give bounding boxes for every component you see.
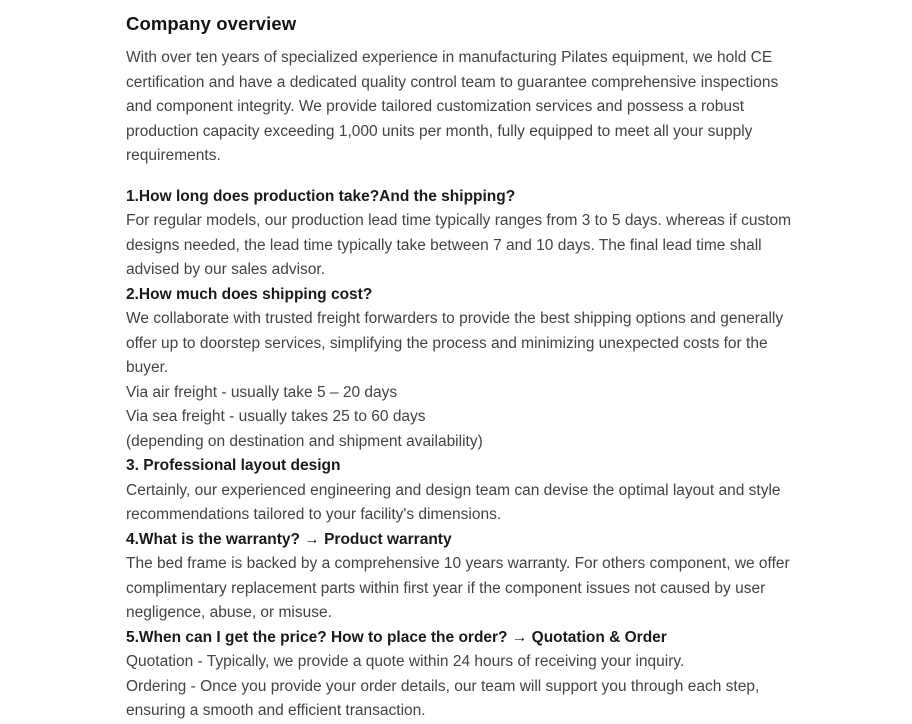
faq-item-warranty — [126, 528, 800, 626]
faq-answer-line: Via air freight - usually take 5 – 20 days — [126, 383, 398, 401]
faq-item-quotation-order — [126, 626, 800, 724]
faq-answer-line: Via sea freight - usually takes 25 to 60 days — [126, 408, 426, 425]
page-title: Company overview — [126, 13, 297, 34]
faq-item-shipping-cost — [126, 283, 800, 455]
faq-question: 2.How much does shipping cost? — [126, 285, 373, 303]
faq-item-production-time — [126, 185, 800, 283]
faq-answer-line: We collaborate with trusted freight forwarders to provide the best shipping options and generally offer up to doorstep services, simplifying the process and minimizing unexpected costs for the buyer. — [126, 310, 784, 376]
overview-paragraph: With over ten years of specialized experience in manufacturing Pilates equipment, we hold CE certification and have a dedicated quality control team to guarantee comprehensive inspections and component integrity. We provide tailored customization services and possess a robust production capacity exceeding 1,000 units per month, fully equipped to meet all your supply requirements. — [126, 49, 779, 164]
faq-answer-line: The bed frame is backed by a comprehensive 10 years warranty. For others component, we offer complimentary replacement parts within first year if the component issues not caused by user negligence, abuse, or misuse. — [126, 555, 790, 621]
faq-answer-line: Quotation - Typically, we provide a quote within 24 hours of receiving your inquiry. — [126, 653, 685, 670]
faq-list — [126, 185, 800, 724]
faq-answer-line: For regular models, our production lead time typically ranges from 3 to 5 days. whereas if custom designs needed, the lead time typically take between 7 and 10 days. The final lead time shall advised by our sales advisor. — [126, 212, 792, 278]
faq-answer-line: Ordering - Once you provide your order details, our team will support you through each step, ensuring a smooth and efficient transaction. — [126, 677, 760, 719]
faq-question: 1.How long does production take?And the shipping? — [126, 187, 516, 205]
faq-item-layout-design — [126, 454, 800, 528]
faq-answer-line: (depending on destination and shipment availability) — [126, 432, 483, 450]
faq-answer-line: Certainly, our experienced engineering and design team can devise the optimal layout and style recommendations tailored to your facility's dimensions. — [126, 481, 781, 523]
faq-question: 3. Professional layout design — [126, 457, 341, 474]
faq-question: 5.When can I get the price? How to place the order? → Quotation & Order — [126, 628, 667, 646]
faq-question: 4.What is the warranty? → Product warranty — [126, 530, 452, 548]
